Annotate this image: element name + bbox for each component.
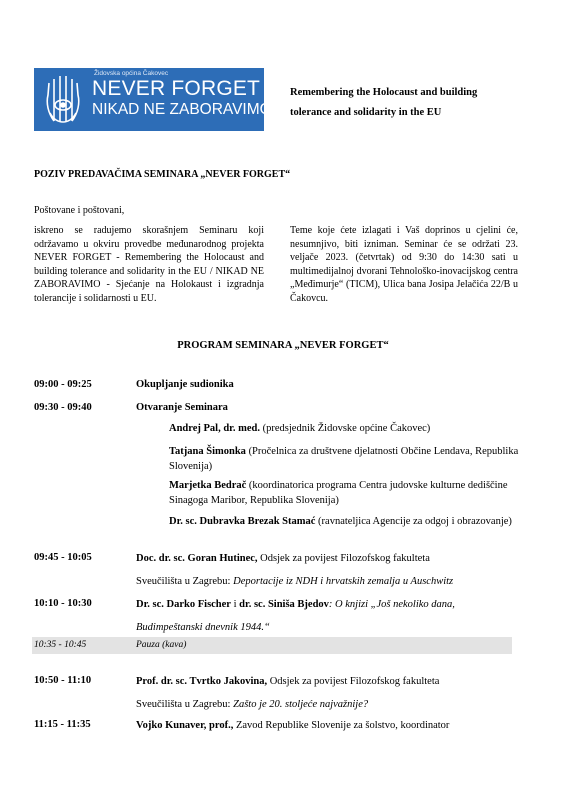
session-details (136, 547, 516, 593)
session-affiliation: Odsjek za povijest Filozofskog fakulteta (267, 676, 440, 687)
speaker-role: (koordinatorica programa Centra judovske kulturne dediščine Sinagoga Maribor, Republika Slovenija) (169, 480, 508, 506)
session-details (136, 670, 516, 716)
session-affiliation-cont: Sveučilišta u Zagrebu: (136, 576, 234, 587)
speaker-role: (predsjednik Židovske općine Čakovec) (260, 423, 431, 434)
session-time: 09:45 - 10:05 (34, 552, 92, 563)
session-time: 10:10 - 10:30 (34, 598, 92, 609)
session-speaker-2: dr. sc. Siniša Bjedov (239, 599, 329, 610)
speaker-name: Andrej Pal, dr. med. (169, 423, 261, 434)
pause-row (32, 637, 512, 654)
project-logo (34, 68, 272, 131)
program-title: PROGRAM SEMINARA „NEVER FORGET“ (177, 340, 389, 351)
session-speaker: Prof. dr. sc. Tvrtko Jakovina, (136, 676, 268, 687)
tagline-line2: tolerance and solidarity in the EU (290, 107, 442, 118)
session-affiliation: Zavod Republike Slovenije za šolstvo, koordinator (233, 720, 450, 731)
project-tagline (290, 83, 530, 123)
speaker-entry (169, 515, 529, 530)
speaker-entry (169, 479, 529, 508)
hamsa-icon (40, 73, 88, 127)
pause-time: 10:35 - 10:45 (34, 640, 87, 650)
brand-title-hr: NIKAD NE ZABORAVIMO (92, 101, 272, 118)
tagline-line1: Remembering the Holocaust and building (290, 87, 478, 98)
session-time: 11:15 - 11:35 (34, 719, 91, 730)
speaker-entry (169, 445, 529, 474)
pause-label: Pauza (kava) (136, 640, 187, 650)
session-affiliation: Odsjek za povijest Filozofskog fakulteta (257, 553, 430, 564)
conjunction: i (230, 599, 240, 610)
session-speaker: Doc. dr. sc. Goran Hutinec, (136, 553, 258, 564)
session-details (136, 714, 516, 737)
session-time: 09:00 - 09:25 (34, 379, 92, 390)
session-speaker: Dr. sc. Darko Fischer (136, 599, 231, 610)
invitation-paragraph-left: iskreno se radujemo skorašnjem Seminaru koji održavamo u okviru provedbe međunarodnog projekta NEVER FORGET - Remembering the Holocaust and building tolerance and solidarity in the EU / NIKAD NE ZABORAVIMO - Sjećanje na Holokaust i izgradnja tolerancije i solidarnosti u EU. (34, 225, 264, 304)
speaker-role: (Pročelnica za društvene djelatnosti Občine Lendava, Republika Slovenija) (169, 446, 519, 472)
session-topic: : O knjizi „Još nekoliko dana, (328, 599, 455, 610)
session-title: Otvaranje Seminara (136, 402, 228, 413)
org-name: Židovska općina Čakovec (94, 70, 169, 77)
session-title: Okupljanje sudionika (136, 379, 234, 390)
session-time: 09:30 - 09:40 (34, 402, 92, 413)
session-topic: Deportacije iz NDH i hrvatskih zemalja u Auschwitz (233, 576, 454, 587)
session-speaker: Vojko Kunaver, prof., (136, 720, 234, 731)
speaker-role: (ravnateljica Agencije za odgoj i obrazovanje) (315, 516, 512, 527)
speaker-name: Marjetka Bedrač (169, 480, 247, 491)
invitation-paragraph-right: Teme koje ćete izlagati i Vaš doprinos u cjelini će, nesumnjivo, biti izniman. Seminar će se održati 23. veljače 2023. (četvrtak) od 9:30 do 14:30 sati u multimedijalnoj dvorani Tehnološko-inovacijskog centra „Međimurje“ (TICM), Ulica bana Josipa Jelačića 22/B u Čakovcu. (290, 225, 518, 304)
session-details (136, 593, 516, 639)
session-topic-cont: Budimpeštanski dnevnik 1944.“ (136, 622, 270, 633)
speaker-name: Dr. sc. Dubravka Brezak Stamać (169, 516, 316, 527)
session-topic: Zašto je 20. stoljeće najvažnije? (233, 699, 369, 710)
greeting: Poštovane i poštovani, (34, 205, 125, 216)
brand-title-en: NEVER FORGET (92, 77, 261, 100)
invitation-title: POZIV PREDAVAČIMA SEMINARA „NEVER FORGET“ (34, 169, 291, 180)
session-affiliation-cont: Sveučilišta u Zagrebu: (136, 699, 234, 710)
speaker-entry (169, 422, 529, 437)
speaker-name: Tatjana Šimonka (169, 446, 246, 457)
session-time: 10:50 - 11:10 (34, 675, 92, 686)
